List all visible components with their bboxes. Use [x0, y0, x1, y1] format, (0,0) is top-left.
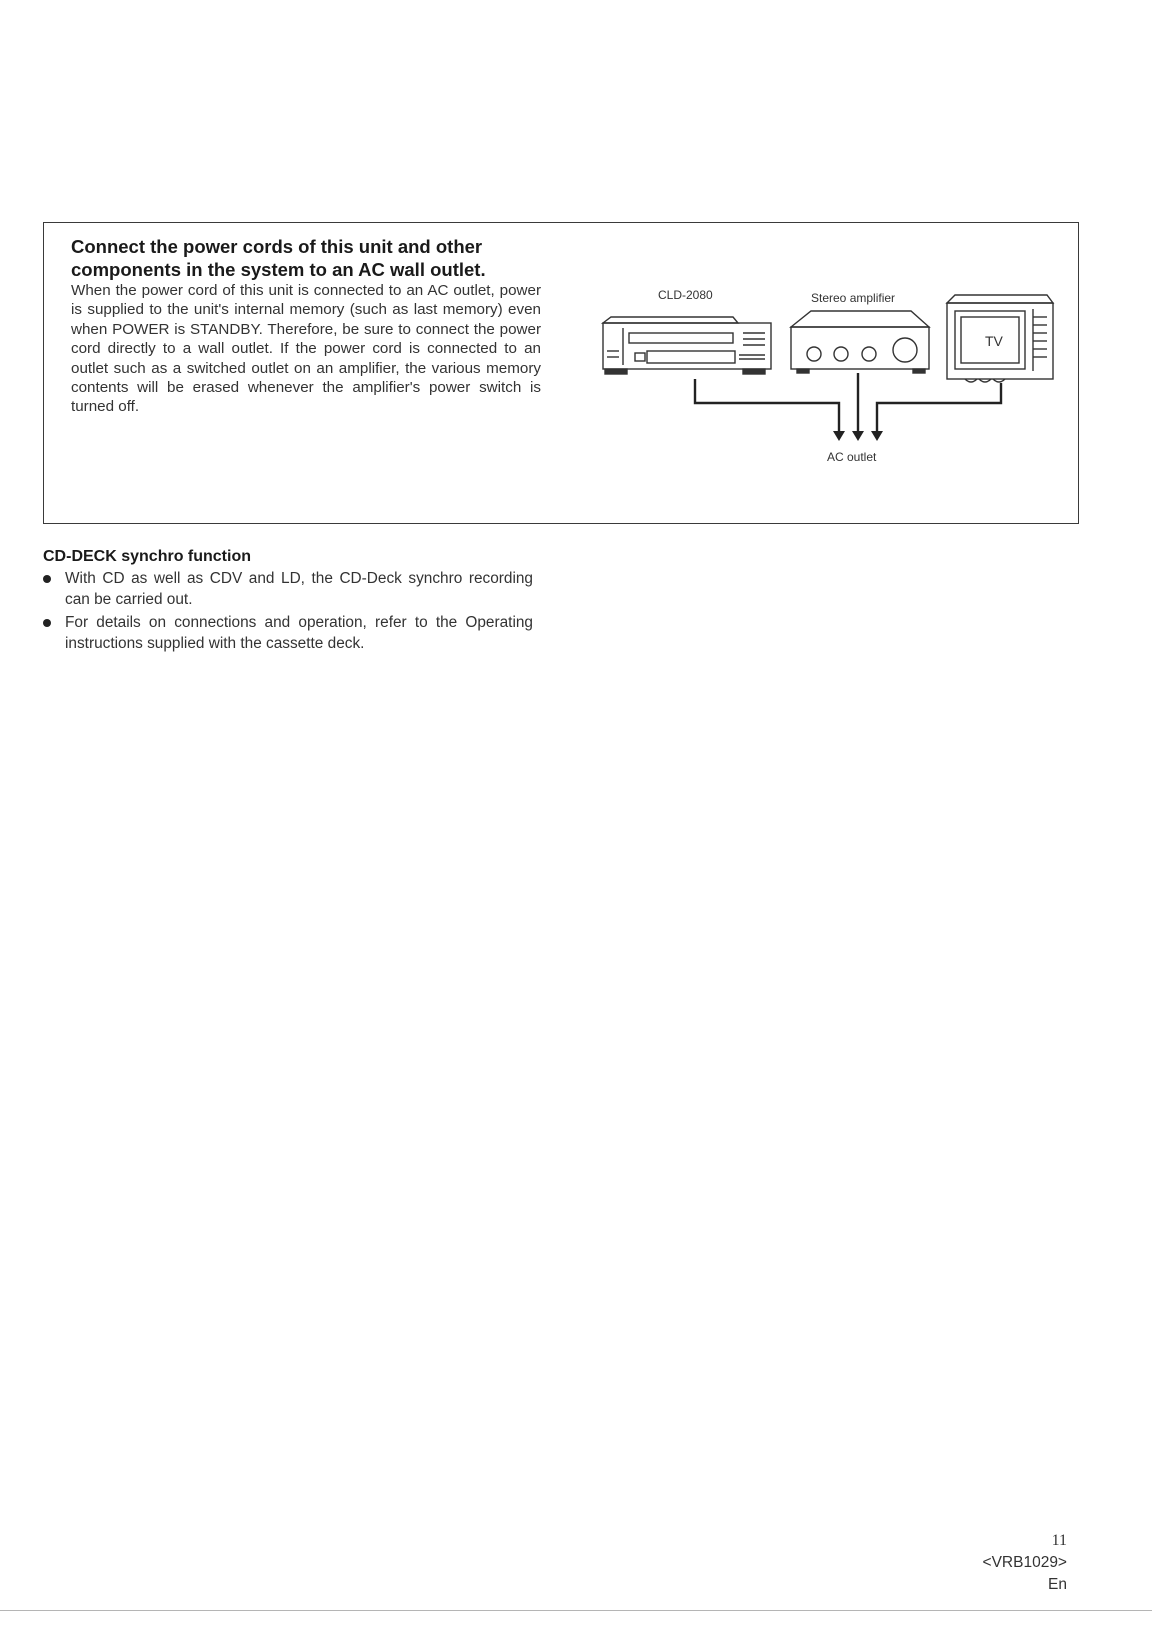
amp-label: Stereo amplifier [811, 291, 896, 305]
power-cords [695, 373, 1001, 431]
bottom-rule [0, 1610, 1152, 1611]
power-cord-notice-box [43, 222, 1079, 524]
player-label: CLD-2080 [658, 288, 713, 302]
notice-heading-line1: Connect the power cords of this unit and other [71, 236, 483, 257]
bullet-icon [43, 619, 51, 627]
bullet-icon [43, 575, 51, 583]
notice-heading [71, 235, 541, 281]
outlet-label: AC outlet [827, 450, 877, 464]
list-item-text: For details on connections and operation, refer to the Operating instructions supplied with the cassette deck. [65, 614, 533, 652]
list-item-text: With CD as well as CDV and LD, the CD-Deck synchro recording can be carried out. [65, 570, 533, 608]
page-footer [983, 1530, 1067, 1596]
list-item [43, 568, 533, 610]
doc-code: <VRB1029> [982, 1554, 1067, 1571]
notice-body: When the power cord of this unit is connected to an AC outlet, power is supplied to the unit's internal memory (such as last memory) even when POWER is STANDBY. Therefore, be sure to connect the power cord directly to a wall outlet. If the power cord is connected to an outlet such as a switched outlet on an amplifier, the various memory contents will be erased whenever the amplifier's power switch is turned off. [71, 282, 541, 416]
notice-text [71, 235, 541, 417]
amplifier-illustration [791, 311, 929, 373]
page-number: 11 [1051, 1532, 1067, 1549]
cd-deck-list [43, 568, 533, 654]
power-connection-diagram [593, 273, 1101, 473]
player-illustration [603, 317, 771, 374]
language-code: En [1048, 1576, 1067, 1593]
cd-deck-heading: CD-DECK synchro function [43, 548, 251, 565]
cd-deck-section [43, 546, 533, 656]
outlet-arrows [833, 431, 883, 441]
list-item [43, 612, 533, 654]
tv-label: TV [985, 333, 1003, 349]
notice-heading-line2: components in the system to an AC wall outlet. [71, 259, 486, 280]
